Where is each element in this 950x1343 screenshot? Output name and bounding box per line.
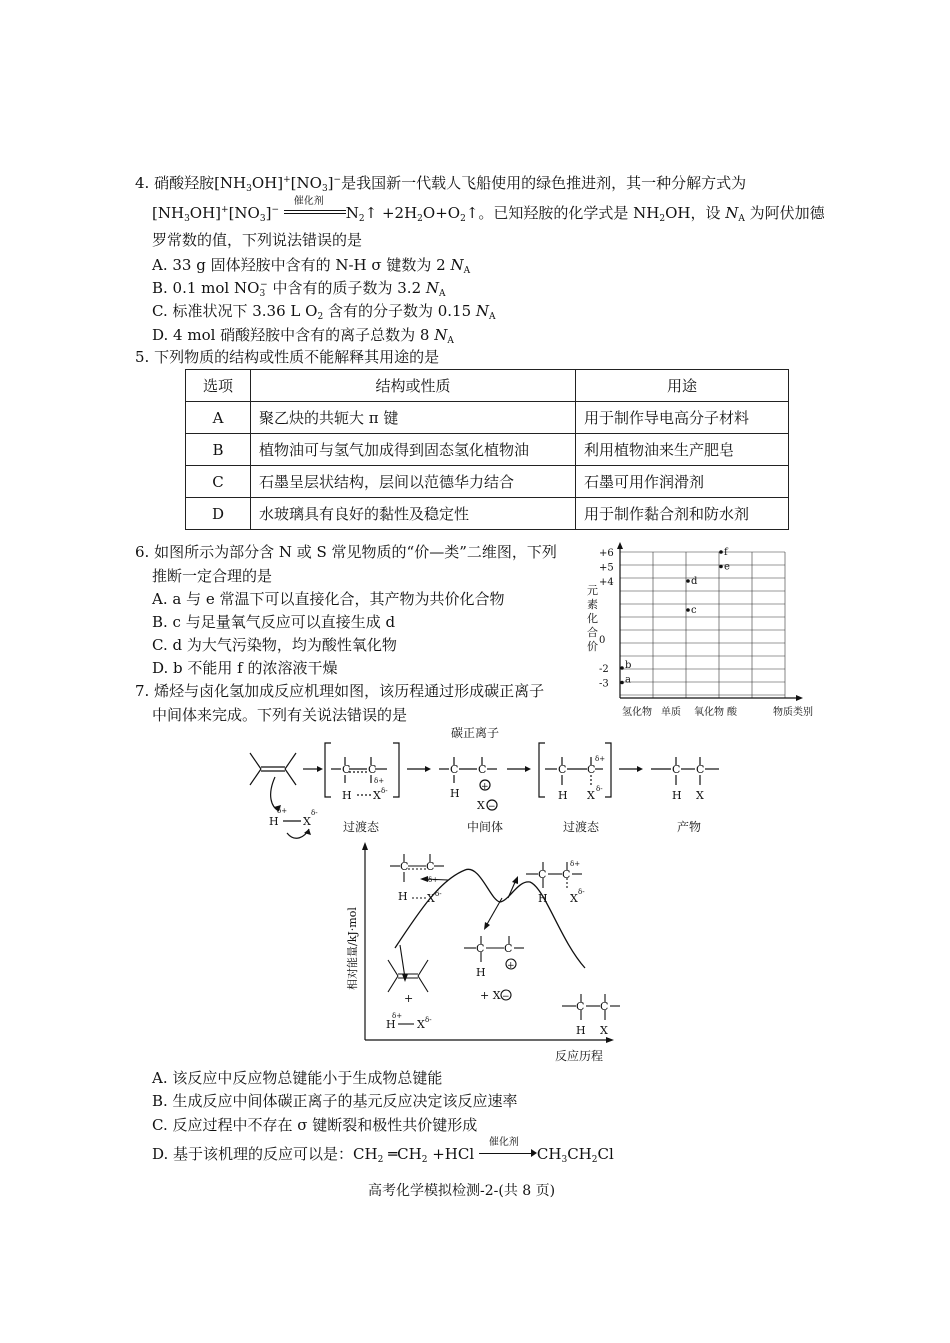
y-axis-label-char: 元	[587, 584, 598, 597]
energy-profile-diagram	[340, 840, 630, 1065]
chart-point-d	[686, 579, 690, 583]
svg-text:X: X	[587, 789, 595, 802]
y-tick-label: -3	[599, 678, 609, 690]
svg-text:X: X	[696, 789, 704, 802]
svg-text:H: H	[450, 787, 460, 800]
q7-line2: 中间体来完成。下列有关说法错误的是	[152, 706, 408, 724]
q6-option-d: D. b 不能用 f 的浓溶液干燥	[152, 659, 338, 677]
q5-stem: 5. 下列物质的结构或性质不能解释其用途的是	[135, 348, 440, 366]
svg-text:δ+: δ+	[374, 777, 385, 785]
x-tick-label: 氢化物	[622, 707, 652, 718]
svg-text:H: H	[538, 892, 548, 905]
q5-table	[185, 369, 789, 530]
svg-text:C: C	[587, 763, 596, 776]
x-tick-labels	[622, 705, 738, 718]
chart-point-label: b	[625, 660, 632, 671]
svg-text:C: C	[450, 763, 459, 776]
y-tick-label: 0	[599, 635, 606, 646]
svg-text:δ+: δ+	[595, 755, 606, 763]
table-row: C 石墨呈层状结构，层间以范德华力结合 石墨可用作润滑剂	[186, 466, 789, 498]
table-row: D 水玻璃具有良好的黏性及稳定性 用于制作黏合剂和防水剂	[186, 498, 789, 530]
table-header: 结构或性质	[251, 370, 576, 402]
catalyst-arrow: 催化剂	[479, 1145, 537, 1159]
y-tick-label: +6	[599, 548, 614, 559]
catalyst-arrow: 催化剂	[284, 204, 346, 218]
label-transition-1: 过渡态	[343, 820, 380, 834]
svg-text:C: C	[478, 763, 487, 776]
y-axis-label: 相对能量/kJ·mol	[346, 907, 359, 990]
q4-line2: $[NH_3OH]^+[NO_3]^-$ 催化剂 $N_2↑$ $+2H_2O+O_2↑$。已知羟胺的化学式是 $NH_2OH$，设 $N_A$ 为阿伏加德	[152, 196, 825, 224]
svg-text:C: C	[600, 1000, 609, 1013]
svg-text:H: H	[576, 1024, 586, 1037]
chart-point-c	[686, 608, 690, 612]
svg-text:C: C	[368, 763, 377, 776]
label-transition-2: 过渡态	[563, 820, 600, 834]
svg-text:δ+: δ+	[428, 876, 439, 884]
q7-option-b: B. 生成反应中间体碳正离子的基元反应决定该反应速率	[152, 1092, 518, 1110]
valence-class-chart	[585, 540, 825, 720]
y-axis-label-char: 素	[587, 598, 598, 611]
chart-point-label: d	[691, 576, 698, 587]
svg-text:−: −	[488, 802, 496, 812]
svg-text:C: C	[400, 860, 409, 873]
page-footer: 高考化学模拟检测-2-(共 8 页)	[368, 1183, 556, 1199]
svg-text:H: H	[269, 815, 279, 828]
q6-option-c: C. d 为大气污染物，均为酸性氧化物	[152, 636, 397, 654]
table-row: A 聚乙炔的共轭大 π 键 用于制作导电高分子材料	[186, 402, 789, 434]
svg-text:+: +	[507, 961, 515, 971]
chart-points	[620, 547, 730, 686]
y-tick-labels	[599, 548, 614, 690]
y-axis-label-char: 化	[587, 612, 598, 625]
svg-text:+: +	[404, 992, 414, 1005]
x-tick-label: 氧化物	[694, 707, 724, 718]
svg-text:δ-: δ-	[425, 1016, 432, 1024]
q6-line2: 推断一定合理的是	[152, 567, 273, 585]
label-intermediate: 中间体	[467, 820, 504, 834]
q4-option-c: C. 标准状况下 3.36 L $O_2$ 含有的分子数为 0.15 $N_A$	[152, 302, 496, 322]
x-tick-label: 酸	[727, 707, 737, 718]
svg-text:+: +	[481, 782, 489, 792]
svg-text:+ X: + X	[480, 989, 501, 1002]
q4-line1: 4. 硝酸羟胺$[NH_3OH]^+[NO_3]^-$是我国新一代载人飞船使用的绿色推进剂，其一种分解方式为	[135, 174, 747, 194]
q7-option-a: A. 该反应中反应物总键能小于生成物总键能	[152, 1069, 443, 1087]
mechanism-diagram	[245, 725, 735, 840]
svg-text:δ-: δ-	[435, 890, 442, 898]
svg-text:X: X	[600, 1024, 608, 1037]
chart-point-e	[719, 565, 723, 569]
svg-text:C: C	[476, 942, 485, 955]
x-axis-label: 反应历程	[555, 1049, 604, 1063]
svg-text:C: C	[562, 868, 571, 881]
svg-text:X: X	[570, 892, 578, 905]
svg-text:δ-: δ-	[596, 785, 603, 793]
svg-text:C: C	[342, 763, 351, 776]
svg-text:−: −	[502, 992, 510, 1002]
chart-grid	[620, 552, 785, 698]
chart-point-a	[620, 681, 624, 685]
svg-text:δ-: δ-	[381, 787, 388, 795]
svg-text:C: C	[672, 763, 681, 776]
table-row: B 植物油可与氢气加成得到固态氢化植物油 利用植物油来生产肥皂	[186, 434, 789, 466]
chart-point-label: c	[691, 605, 697, 616]
q7-option-d: D. 基于该机理的反应可以是：$CH_2$ $═CH_2 +HCl$ 催化剂 $CH_3CH_2Cl$	[152, 1137, 614, 1165]
chart-point-f	[719, 550, 723, 554]
chart-point-label: f	[724, 547, 728, 558]
svg-text:X: X	[373, 789, 381, 802]
svg-text:δ-: δ-	[578, 888, 585, 896]
chart-point-label: e	[724, 561, 730, 573]
y-axis-label-char: 价	[587, 640, 598, 653]
svg-text:X: X	[303, 815, 311, 828]
q7-option-c: C. 反应过程中不存在 σ 键断裂和极性共价键形成	[152, 1116, 478, 1134]
y-tick-label: +4	[599, 577, 614, 588]
q6-option-b: B. c 与足量氧气反应可以直接生成 d	[152, 613, 396, 631]
chart-point-b	[620, 666, 624, 670]
svg-text:C: C	[558, 763, 567, 776]
svg-text:C: C	[538, 868, 547, 881]
y-axis-label	[587, 584, 598, 653]
label-carbocation: 碳正离子	[451, 726, 500, 740]
y-axis-label-char: 合	[587, 626, 598, 639]
q4-option-d: D. 4 mol 硝酸羟胺中含有的离子总数为 8 $N_A$	[152, 326, 454, 346]
table-header-row	[186, 370, 789, 402]
svg-text:δ+: δ+	[277, 807, 288, 815]
svg-text:δ+: δ+	[392, 1012, 403, 1020]
q4-option-a: A. 33 g 固体羟胺中含有的 N-H σ 键数为 2 $N_A$	[152, 256, 471, 276]
label-product: 产物	[677, 820, 702, 834]
table-header: 选项	[186, 370, 251, 402]
q4-line3: 罗常数的值，下列说法错误的是	[152, 231, 363, 249]
svg-text:δ+: δ+	[570, 860, 581, 868]
q6-option-a: A. a 与 e 常温下可以直接化合，其产物为共价化合物	[152, 590, 505, 608]
chart-point-label: a	[625, 674, 631, 686]
y-tick-label: -2	[599, 664, 609, 675]
x-axis-label: 物质类别	[773, 707, 813, 718]
svg-text:X: X	[417, 1018, 425, 1031]
table-header: 用途	[576, 370, 789, 402]
q6-line1: 6. 如图所示为部分含 N 或 S 常见物质的“价—类”二维图，下列	[135, 543, 557, 561]
q4-option-b: B. 0.1 mol $NO_3^-$ 中含有的质子数为 3.2 $N_A$	[152, 279, 446, 299]
svg-text:H: H	[558, 789, 568, 802]
svg-text:X: X	[477, 799, 485, 812]
svg-text:X: X	[427, 892, 435, 905]
svg-text:H: H	[386, 1018, 396, 1031]
q7-line1: 7. 烯烃与卤化氢加成反应机理如图，该历程通过形成碳正离子	[135, 682, 545, 700]
y-tick-label: +5	[599, 562, 614, 574]
svg-text:δ-: δ-	[311, 809, 318, 817]
svg-text:C: C	[504, 942, 513, 955]
x-tick-label: 单质	[661, 707, 681, 718]
svg-text:H: H	[672, 789, 682, 802]
svg-text:C: C	[576, 1000, 585, 1013]
svg-text:C: C	[696, 763, 705, 776]
svg-text:C: C	[426, 860, 435, 873]
svg-text:H: H	[398, 890, 408, 903]
svg-text:H: H	[476, 966, 486, 979]
svg-text:H: H	[342, 789, 352, 802]
